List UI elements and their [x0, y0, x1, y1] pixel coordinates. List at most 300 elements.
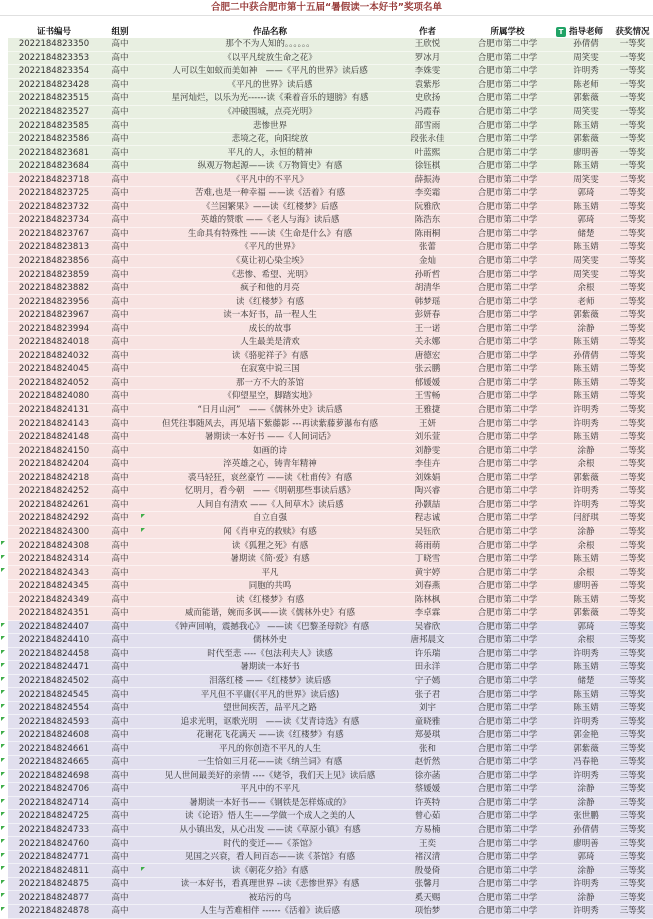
cell-work-title[interactable]: 平凡 — [261, 567, 279, 578]
cell-school[interactable]: 合肥市第二中学 — [477, 269, 538, 280]
cell-certificate-id[interactable]: 2022184824471 — [18, 662, 90, 673]
cell-school[interactable]: 合肥市第二中学 — [477, 201, 538, 212]
cell-work-title[interactable]: 人生与苦难相伴 ------《活着》读后感 — [199, 906, 341, 917]
cell-teacher[interactable]: 余根 — [577, 459, 595, 470]
cell-school[interactable]: 合肥市第二中学 — [477, 499, 538, 510]
cell-group[interactable]: 高中 — [111, 107, 129, 117]
cell-school[interactable]: 合肥市第二中学 — [477, 432, 538, 443]
cell-certificate-id[interactable]: 2022184824725 — [18, 811, 90, 822]
cell-author[interactable]: 孙颢喆 — [414, 499, 441, 510]
cell-award[interactable]: 三等奖 — [619, 689, 646, 700]
cell-school[interactable]: 合肥市第二中学 — [477, 811, 538, 822]
cell-group[interactable]: 高中 — [111, 513, 129, 524]
cell-teacher[interactable]: 陈玉婧 — [573, 594, 599, 605]
cell-teacher[interactable]: 陈玉婧 — [573, 364, 599, 375]
cell-award[interactable]: 二等奖 — [619, 228, 646, 239]
cell-teacher[interactable]: 余根 — [577, 567, 595, 578]
cell-certificate-id[interactable]: 2022184823718 — [18, 174, 90, 185]
cell-group[interactable]: 高中 — [111, 716, 129, 727]
cell-certificate-id[interactable]: 2022184824218 — [18, 472, 90, 483]
cell-author[interactable]: 李佳卉 — [414, 459, 441, 470]
cell-award[interactable]: 二等奖 — [619, 256, 646, 267]
cell-author[interactable]: 刘乐萱 — [414, 432, 441, 443]
cell-author[interactable]: 段张永佳 — [410, 134, 445, 145]
cell-school[interactable]: 合肥市第二中学 — [477, 838, 538, 849]
cell-group[interactable]: 高中 — [111, 337, 129, 348]
cell-author[interactable]: 蔡媛媛 — [414, 784, 441, 795]
cell-author[interactable]: 郁媛媛 — [414, 377, 441, 388]
cell-school[interactable]: 合肥市第二中学 — [477, 526, 538, 537]
cell-author[interactable]: 褚汉清 — [414, 852, 441, 863]
cell-teacher[interactable]: 储楚 — [577, 228, 595, 239]
cell-work-title[interactable]: “日月山河” ——《儒林外史》读后感 — [197, 405, 343, 416]
cell-certificate-id[interactable]: 2022184824593 — [18, 716, 90, 727]
cell-work-title[interactable]: 见国之兴衰，看人间百态——读《茶馆》有感 — [184, 852, 355, 863]
cell-author[interactable]: 张和 — [418, 743, 436, 754]
cell-teacher[interactable]: 许明秀 — [573, 418, 599, 429]
cell-author[interactable]: 袁紫彤 — [414, 79, 441, 90]
cell-group[interactable]: 高中 — [111, 134, 129, 145]
cell-work-title[interactable]: 《平凡的世界》 — [240, 242, 300, 253]
cell-work-title[interactable]: 苦难,也是一种幸福 ——读《活着》有感 — [195, 188, 345, 199]
cell-group[interactable]: 高中 — [111, 486, 129, 497]
cell-author[interactable]: 程志诚 — [414, 513, 441, 524]
cell-teacher[interactable]: 许明秀 — [573, 906, 599, 917]
cell-certificate-id[interactable]: 2022184824314 — [18, 554, 90, 565]
cell-work-title[interactable]: 平凡的人，永恒的精神 — [227, 147, 313, 158]
cell-author[interactable]: 王妍 — [418, 418, 436, 429]
cell-group[interactable]: 高中 — [111, 242, 129, 253]
cell-certificate-id[interactable]: 2022184824204 — [18, 459, 90, 470]
cell-award[interactable]: 三等奖 — [619, 892, 646, 903]
cell-award[interactable]: 二等奖 — [619, 608, 646, 619]
cell-school[interactable]: 合肥市第二中学 — [477, 296, 538, 307]
cell-teacher[interactable]: 许明秀 — [573, 648, 599, 659]
cell-author[interactable]: 田永洋 — [414, 662, 441, 673]
cell-certificate-id[interactable]: 2022184824261 — [18, 499, 90, 510]
cell-author[interactable]: 陈浩东 — [414, 215, 441, 226]
cell-group[interactable]: 高中 — [111, 445, 129, 456]
cell-teacher[interactable]: 陈玉婧 — [573, 161, 599, 172]
cell-teacher[interactable]: 廖明善 — [573, 581, 599, 592]
cell-teacher[interactable]: 余根 — [577, 635, 595, 646]
cell-award[interactable]: 二等奖 — [619, 486, 646, 497]
cell-work-title[interactable]: 读一本好书，看真理世界 --读《悲惨世界》有感 — [180, 879, 360, 890]
cell-work-title[interactable]: 成长的故事 — [248, 323, 292, 334]
cell-certificate-id[interactable]: 2022184823681 — [18, 147, 90, 158]
cell-school[interactable]: 合肥市第二中学 — [477, 513, 538, 524]
cell-school[interactable]: 合肥市第二中学 — [477, 730, 538, 741]
cell-group[interactable]: 高中 — [111, 377, 129, 388]
cell-school[interactable]: 合肥市第二中学 — [477, 134, 538, 145]
cell-school[interactable]: 合肥市第二中学 — [477, 743, 538, 754]
cell-teacher[interactable]: 陈玉婧 — [573, 689, 599, 700]
cell-group[interactable]: 高中 — [111, 269, 129, 280]
cell-work-title[interactable]: 《钟声回响，震撼我心》 ——读《巴黎圣母院》有感 — [170, 621, 370, 632]
cell-author[interactable]: 徐钰棋 — [414, 161, 441, 172]
col-header-work-title[interactable]: 作品名称 — [252, 27, 287, 37]
cell-teacher[interactable]: 陈玉婧 — [573, 377, 599, 388]
cell-work-title[interactable]: 读《论语》悟人生——学做一个成人之美的人 — [184, 811, 355, 822]
cell-certificate-id[interactable]: 2022184823767 — [18, 228, 90, 239]
cell-work-title[interactable]: 暑期读一本好书 — [240, 662, 300, 673]
cell-certificate-id[interactable]: 2022184824032 — [18, 350, 90, 361]
cell-teacher[interactable]: 孙倩倩 — [573, 39, 599, 50]
cell-author[interactable]: 彭妍春 — [414, 310, 441, 321]
cell-teacher[interactable]: 涂静 — [577, 445, 595, 456]
cell-group[interactable]: 高中 — [111, 784, 129, 795]
cell-school[interactable]: 合肥市第二中学 — [477, 757, 538, 768]
cell-certificate-id[interactable]: 2022184824665 — [18, 757, 90, 768]
cell-group[interactable]: 高中 — [111, 608, 129, 619]
cell-certificate-id[interactable]: 2022184824300 — [18, 526, 90, 537]
cell-award[interactable]: 一等奖 — [619, 120, 646, 131]
cell-group[interactable]: 高中 — [111, 567, 129, 578]
cell-certificate-id[interactable]: 2022184823527 — [18, 107, 90, 117]
cell-award[interactable]: 三等奖 — [619, 662, 646, 673]
cell-school[interactable]: 合肥市第二中学 — [477, 107, 538, 117]
cell-award[interactable]: 三等奖 — [619, 757, 646, 768]
cell-teacher[interactable]: 周笑雯 — [573, 256, 599, 267]
cell-author[interactable]: 许英特 — [414, 797, 441, 808]
cell-certificate-id[interactable]: 2022184823585 — [18, 120, 90, 131]
cell-author[interactable]: 曾心茹 — [414, 811, 441, 822]
cell-school[interactable]: 合肥市第二中学 — [477, 567, 538, 578]
cell-work-title[interactable]: 泪落红楼 ——《红楼梦》读后感 — [209, 675, 331, 686]
cell-teacher[interactable]: 涂静 — [577, 797, 595, 808]
cell-teacher[interactable]: 涂静 — [577, 784, 595, 795]
cell-teacher[interactable]: 张世鹏 — [573, 811, 599, 822]
cell-teacher[interactable]: 郭金艳 — [573, 730, 599, 741]
cell-author[interactable]: 王雪畅 — [414, 391, 441, 402]
cell-teacher[interactable]: 周笑雯 — [573, 107, 599, 117]
cell-certificate-id[interactable]: 2022184823684 — [18, 161, 90, 172]
cell-certificate-id[interactable]: 2022184823350 — [18, 39, 90, 50]
cell-author[interactable]: 陈林枫 — [414, 594, 441, 605]
cell-award[interactable]: 二等奖 — [619, 526, 646, 537]
col-header-teacher[interactable]: 指导老师 — [568, 27, 603, 37]
cell-award[interactable]: 二等奖 — [619, 567, 646, 578]
cell-teacher[interactable]: 陈老师 — [573, 79, 599, 90]
cell-award[interactable]: 二等奖 — [619, 323, 646, 334]
cell-school[interactable]: 合肥市第二中学 — [477, 703, 538, 714]
cell-award[interactable]: 一等奖 — [619, 52, 646, 63]
cell-group[interactable]: 高中 — [111, 892, 129, 903]
cell-work-title[interactable]: 自立自强 — [140, 512, 400, 524]
cell-teacher[interactable]: 孙倩倩 — [573, 350, 599, 361]
cell-work-title[interactable]: 花谢花飞花满天 ——读《红楼梦》有感 — [196, 730, 344, 741]
cell-author[interactable]: 黄宇婷 — [414, 567, 441, 578]
cell-author[interactable]: 刘姝娟 — [414, 472, 441, 483]
cell-author[interactable]: 冯霞春 — [414, 107, 441, 117]
cell-author[interactable]: 吴钰欣 — [414, 526, 441, 537]
cell-school[interactable]: 合肥市第二中学 — [477, 852, 538, 863]
cell-author[interactable]: 刘春燕 — [414, 581, 441, 592]
cell-award[interactable]: 二等奖 — [619, 540, 646, 551]
cell-group[interactable]: 高中 — [111, 161, 129, 172]
cell-group[interactable]: 高中 — [111, 310, 129, 321]
cell-award[interactable]: 二等奖 — [619, 364, 646, 375]
cell-group[interactable]: 高中 — [111, 432, 129, 443]
cell-certificate-id[interactable]: 2022184823813 — [18, 242, 90, 253]
cell-work-title[interactable]: 望世间疾苦，品平凡之路 — [223, 703, 317, 714]
cell-group[interactable]: 高中 — [111, 418, 129, 429]
cell-award[interactable]: 二等奖 — [619, 337, 646, 348]
cell-school[interactable]: 合肥市第二中学 — [477, 228, 538, 239]
cell-certificate-id[interactable]: 2022184824148 — [18, 432, 90, 443]
cell-group[interactable]: 高中 — [111, 730, 129, 741]
cell-school[interactable]: 合肥市第二中学 — [477, 39, 538, 50]
cell-teacher[interactable]: 郭紫薇 — [573, 608, 599, 619]
cell-school[interactable]: 合肥市第二中学 — [477, 350, 538, 361]
cell-teacher[interactable]: 涂静 — [577, 892, 595, 903]
cell-group[interactable]: 高中 — [111, 838, 129, 849]
cell-award[interactable]: 二等奖 — [619, 283, 646, 294]
cell-teacher[interactable]: 许明秀 — [573, 405, 599, 416]
cell-certificate-id[interactable]: 2022184824045 — [18, 364, 90, 375]
cell-author[interactable]: 吴睿欣 — [414, 621, 441, 632]
cell-award[interactable]: 三等奖 — [619, 675, 646, 686]
cell-group[interactable]: 高中 — [111, 499, 129, 510]
cell-work-title[interactable]: 忆明月，看今朝 ——《明朝那些事读后感》 — [184, 486, 355, 497]
cell-certificate-id[interactable]: 2022184824760 — [18, 838, 90, 849]
cell-award[interactable]: 三等奖 — [619, 621, 646, 632]
cell-teacher[interactable]: 许明秀 — [573, 486, 599, 497]
cell-certificate-id[interactable]: 2022184824308 — [18, 540, 90, 551]
cell-school[interactable]: 合肥市第二中学 — [477, 66, 538, 77]
cell-work-title[interactable]: 追求光明，讴歌光明 ——读《艾青诗选》有感 — [180, 716, 360, 727]
cell-work-title[interactable]: 人生最美是清欢 — [240, 337, 300, 348]
cell-author[interactable]: 刘静雯 — [414, 445, 441, 456]
cell-certificate-id[interactable]: 2022184824733 — [18, 824, 90, 835]
cell-work-title[interactable]: 《兰园繁果》——读《红楼梦》后感 — [201, 201, 338, 212]
cell-teacher[interactable]: 郭琦 — [577, 188, 595, 199]
cell-teacher[interactable]: 许明秀 — [573, 716, 599, 727]
cell-group[interactable]: 高中 — [111, 743, 129, 754]
cell-author[interactable]: 王雅捷 — [414, 405, 441, 416]
cell-award[interactable]: 三等奖 — [619, 703, 646, 714]
cell-school[interactable]: 合肥市第二中学 — [477, 648, 538, 659]
cell-award[interactable]: 二等奖 — [619, 472, 646, 483]
cell-award[interactable]: 三等奖 — [619, 648, 646, 659]
cell-school[interactable]: 合肥市第二中学 — [477, 554, 538, 565]
cell-group[interactable]: 高中 — [111, 757, 129, 768]
cell-teacher[interactable]: 廖明善 — [573, 147, 599, 158]
cell-work-title[interactable]: 从小镇出发，从心出发 ——读《草原小镇》有感 — [179, 824, 361, 835]
cell-group[interactable]: 高中 — [111, 391, 129, 402]
cell-certificate-id[interactable]: 2022184823354 — [18, 66, 90, 77]
cell-certificate-id[interactable]: 2022184823956 — [18, 296, 90, 307]
cell-work-title[interactable]: 威而能谐，婉而多讽——读《儒林外史》有感 — [184, 608, 355, 619]
cell-author[interactable]: 韩梦瑶 — [414, 296, 441, 307]
cell-group[interactable]: 高中 — [111, 201, 129, 212]
cell-author[interactable]: 李卓霖 — [414, 608, 441, 619]
cell-teacher[interactable]: 许明秀 — [573, 770, 599, 781]
cell-work-title[interactable]: 读一本好书，品一程人生 — [223, 310, 317, 321]
cell-group[interactable]: 高中 — [111, 472, 129, 483]
cell-group[interactable]: 高中 — [111, 879, 129, 890]
cell-author[interactable]: 丁晓雪 — [414, 554, 441, 565]
cell-teacher[interactable]: 陈玉婧 — [573, 391, 599, 402]
col-header-award[interactable]: 获奖情况 — [615, 27, 650, 37]
cell-award[interactable]: 二等奖 — [619, 188, 646, 199]
cell-work-title[interactable]: 《莫让初心染尘埃》 — [231, 256, 309, 267]
cell-author[interactable]: 刘宇 — [418, 703, 436, 714]
cell-school[interactable]: 合肥市第二中学 — [477, 662, 538, 673]
cell-teacher[interactable]: 许明秀 — [573, 499, 599, 510]
cell-teacher[interactable]: 郭紫薇 — [573, 93, 599, 104]
cell-work-title[interactable]: 时代至悲 ----《包法利夫人》读感 — [207, 648, 333, 659]
cell-author[interactable]: 陈雨桐 — [414, 228, 441, 239]
cell-teacher[interactable]: 涂静 — [577, 865, 595, 876]
cell-school[interactable]: 合肥市第二中学 — [477, 635, 538, 646]
cell-award[interactable]: 二等奖 — [619, 174, 646, 185]
cell-author[interactable]: 史欣扬 — [414, 93, 441, 104]
cell-award[interactable]: 二等奖 — [619, 554, 646, 565]
cell-group[interactable]: 高中 — [111, 283, 129, 294]
cell-teacher[interactable]: 余根 — [577, 283, 595, 294]
cell-certificate-id[interactable]: 2022184823859 — [18, 269, 90, 280]
cell-certificate-id[interactable]: 2022184824545 — [18, 689, 90, 700]
cell-award[interactable]: 一等奖 — [619, 161, 646, 172]
cell-group[interactable]: 高中 — [111, 906, 129, 917]
cell-work-title[interactable]: 同胞的共鸣 — [248, 581, 292, 592]
cell-group[interactable]: 高中 — [111, 703, 129, 714]
cell-teacher[interactable]: 许明秀 — [573, 879, 599, 890]
cell-author[interactable]: 金灿 — [418, 256, 436, 267]
cell-author[interactable]: 关永娜 — [414, 337, 441, 348]
cell-author[interactable]: 李奕霜 — [414, 188, 441, 199]
cell-award[interactable]: 一等奖 — [619, 66, 646, 77]
cell-work-title[interactable]: 平凡中的不平凡 — [240, 784, 300, 795]
cell-teacher[interactable]: 陈玉婧 — [573, 432, 599, 443]
cell-award[interactable]: 二等奖 — [619, 310, 646, 321]
cell-certificate-id[interactable]: 2022184823515 — [18, 93, 90, 104]
cell-award[interactable]: 二等奖 — [619, 377, 646, 388]
cell-certificate-id[interactable]: 2022184824877 — [18, 892, 90, 903]
cell-school[interactable]: 合肥市第二中学 — [477, 865, 538, 876]
cell-certificate-id[interactable]: 2022184824080 — [18, 391, 90, 402]
cell-work-title[interactable]: 那一方不大的茶馆 — [235, 377, 304, 388]
cell-work-title[interactable]: 悲惨世界 — [252, 120, 287, 131]
cell-certificate-id[interactable]: 2022184824407 — [18, 621, 90, 632]
cell-teacher[interactable]: 涂静 — [577, 526, 595, 537]
cell-author[interactable]: 陶兴睿 — [414, 486, 441, 497]
cell-school[interactable]: 合肥市第二中学 — [477, 716, 538, 727]
cell-school[interactable]: 合肥市第二中学 — [477, 770, 538, 781]
cell-award[interactable]: 三等奖 — [619, 838, 646, 849]
cell-certificate-id[interactable]: 2022184823732 — [18, 201, 90, 212]
cell-group[interactable]: 高中 — [111, 770, 129, 781]
cell-teacher[interactable]: 郭紫薇 — [573, 472, 599, 483]
cell-award[interactable]: 二等奖 — [619, 445, 646, 456]
col-header-school[interactable] — [455, 26, 564, 38]
cell-award[interactable]: 三等奖 — [619, 824, 646, 835]
cell-school[interactable]: 合肥市第二中学 — [477, 52, 538, 63]
cell-work-title[interactable]: 读《红楼梦》有感 — [235, 296, 304, 307]
cell-certificate-id[interactable]: 2022184824878 — [18, 906, 90, 917]
cell-work-title[interactable]: 时代的变迁——《茶馆》 — [223, 838, 317, 849]
cell-group[interactable]: 高中 — [111, 52, 129, 63]
cell-award[interactable]: 二等奖 — [619, 391, 646, 402]
cell-certificate-id[interactable]: 2022184823428 — [18, 79, 90, 90]
cell-school[interactable]: 合肥市第二中学 — [477, 364, 538, 375]
cell-group[interactable]: 高中 — [111, 39, 129, 50]
cell-award[interactable]: 二等奖 — [619, 499, 646, 510]
cell-teacher[interactable]: 廖明善 — [573, 838, 599, 849]
cell-certificate-id[interactable]: 2022184824554 — [18, 703, 90, 714]
cell-group[interactable]: 高中 — [111, 540, 129, 551]
cell-work-title[interactable]: 《以平凡绽放生命之花》 — [223, 52, 317, 63]
cell-work-title[interactable]: 读《朝花夕拾》有感 — [140, 865, 400, 877]
cell-certificate-id[interactable]: 2022184823586 — [18, 134, 90, 145]
cell-school[interactable]: 合肥市第二中学 — [477, 540, 538, 551]
cell-group[interactable]: 高中 — [111, 554, 129, 565]
cell-certificate-id[interactable]: 2022184824150 — [18, 445, 90, 456]
cell-certificate-id[interactable]: 2022184824811 — [18, 865, 90, 876]
cell-author[interactable]: 许乐瑞 — [414, 648, 441, 659]
cell-award[interactable]: 二等奖 — [619, 594, 646, 605]
cell-certificate-id[interactable]: 2022184824875 — [18, 879, 90, 890]
cell-certificate-id[interactable]: 2022184824771 — [18, 852, 90, 863]
cell-author[interactable]: 孙昕哲 — [414, 269, 441, 280]
cell-group[interactable]: 高中 — [111, 675, 129, 686]
cell-group[interactable]: 高中 — [111, 405, 129, 416]
cell-work-title[interactable]: 人间自有清欢 ——《人间草木》读后感 — [196, 499, 344, 510]
cell-author[interactable]: 张馨月 — [414, 879, 441, 890]
cell-certificate-id[interactable]: 2022184824018 — [18, 337, 90, 348]
cell-teacher[interactable]: 孙倩倩 — [573, 824, 599, 835]
cell-school[interactable]: 合肥市第二中学 — [477, 594, 538, 605]
cell-author[interactable]: 唐邦晨文 — [410, 635, 445, 646]
cell-author[interactable]: 奚天赐 — [414, 892, 441, 903]
cell-school[interactable]: 合肥市第二中学 — [477, 906, 538, 917]
cell-teacher[interactable]: 陈玉婧 — [573, 337, 599, 348]
cell-school[interactable]: 合肥市第二中学 — [477, 621, 538, 632]
cell-certificate-id[interactable]: 2022184823725 — [18, 188, 90, 199]
cell-school[interactable]: 合肥市第二中学 — [477, 147, 538, 158]
cell-author[interactable]: 蒋雨萌 — [414, 540, 441, 551]
cell-certificate-id[interactable]: 2022184824502 — [18, 675, 90, 686]
cell-group[interactable]: 高中 — [111, 526, 129, 537]
cell-school[interactable]: 合肥市第二中学 — [477, 391, 538, 402]
cell-award[interactable]: 二等奖 — [619, 432, 646, 443]
cell-group[interactable]: 高中 — [111, 865, 129, 876]
cell-work-title[interactable]: 纵观万物起源——读《万物简史》有感 — [197, 161, 343, 172]
cell-school[interactable]: 合肥市第二中学 — [477, 675, 538, 686]
cell-certificate-id[interactable]: 2022184824608 — [18, 730, 90, 741]
cell-award[interactable]: 三等奖 — [619, 879, 646, 890]
cell-work-title[interactable]: 裘马轻狂，哀丝豪竹 ——读《杜甫传》有感 — [187, 472, 353, 483]
cell-work-title[interactable]: 生命具有特殊性 ——读《生命是什么》有感 — [187, 228, 353, 239]
cell-school[interactable]: 合肥市第二中学 — [477, 418, 538, 429]
cell-award[interactable]: 三等奖 — [619, 635, 646, 646]
cell-certificate-id[interactable]: 2022184824343 — [18, 567, 90, 578]
cell-author[interactable]: 方易楠 — [414, 824, 441, 835]
cell-work-title[interactable]: 但凭往事随风去，再见墙下紫藤影 ---再读紫藤萝瀑布有感 — [162, 418, 378, 429]
cell-certificate-id[interactable]: 2022184824252 — [18, 486, 90, 497]
cell-teacher[interactable]: 陈玉婧 — [573, 662, 599, 673]
cell-certificate-id[interactable]: 2022184824458 — [18, 648, 90, 659]
cell-certificate-id[interactable]: 2022184823734 — [18, 215, 90, 226]
cell-certificate-id[interactable]: 2022184824698 — [18, 770, 90, 781]
cell-work-title[interactable]: 暑期读一本好书——《钢铁是怎样炼成的》 — [189, 797, 351, 808]
cell-group[interactable]: 高中 — [111, 648, 129, 659]
cell-award[interactable]: 三等奖 — [619, 865, 646, 876]
cell-award[interactable]: 二等奖 — [619, 418, 646, 429]
cell-teacher[interactable]: 陈玉婧 — [573, 201, 599, 212]
cell-author[interactable]: 阮雅欣 — [414, 201, 441, 212]
